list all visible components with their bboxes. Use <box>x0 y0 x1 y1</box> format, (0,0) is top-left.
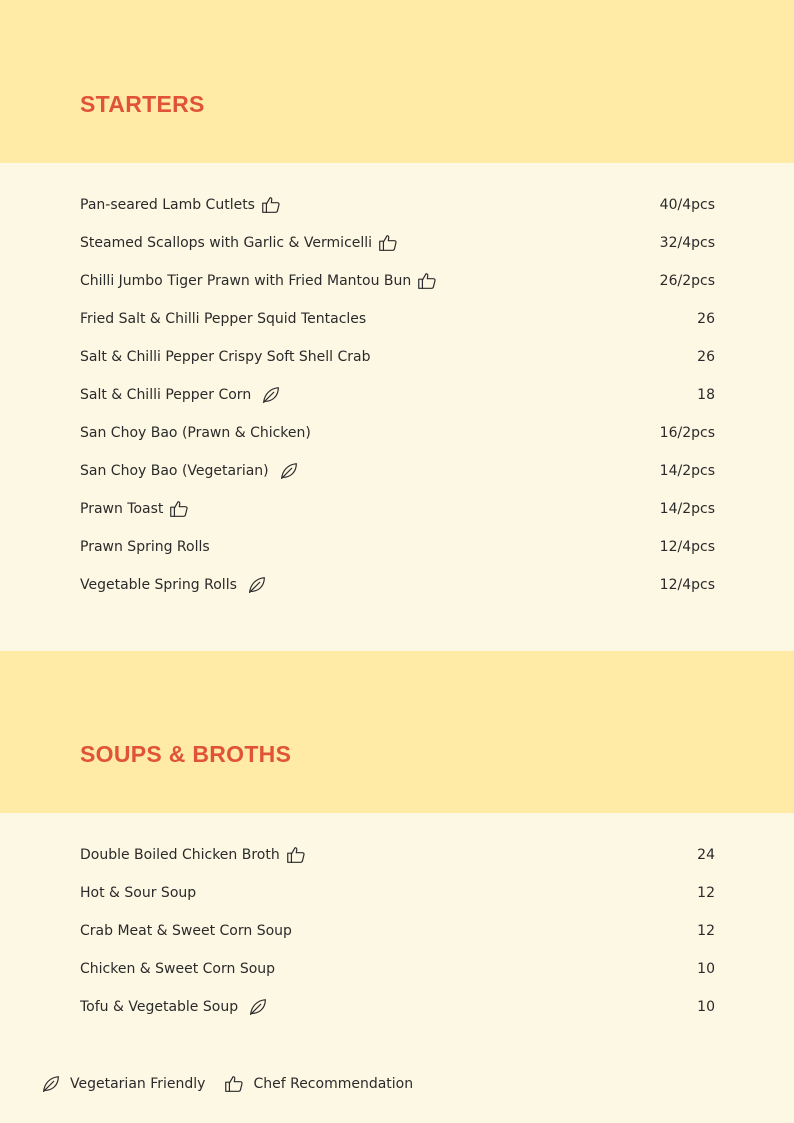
menu-item-name-group <box>80 885 196 901</box>
menu-item <box>80 300 715 338</box>
menu-item <box>80 414 715 452</box>
menu-item-name-group <box>80 923 292 939</box>
menu-item <box>80 186 715 224</box>
menu-item-name-group <box>80 961 275 977</box>
thumbs-up-icon <box>285 844 307 866</box>
menu-item-name-group <box>80 270 438 292</box>
soups-title: SOUPS & BROTHS <box>80 741 292 767</box>
leaf-icon <box>278 460 300 482</box>
menu-item-name: Pan-seared Lamb Cutlets <box>80 197 255 213</box>
leaf-icon <box>260 384 282 406</box>
menu-item-name-group <box>80 311 366 327</box>
menu-item-name-group <box>80 460 300 482</box>
menu-item-name: Salt & Chilli Pepper Crispy Soft Shell Crab <box>80 349 371 365</box>
menu-item-name: Hot & Sour Soup <box>80 885 197 901</box>
legend-vegetarian <box>40 1073 205 1095</box>
menu-item <box>80 874 715 912</box>
menu-item <box>80 452 715 490</box>
menu-item-name: San Choy Bao (Prawn & Chicken) <box>80 425 311 441</box>
menu-item-price: 24 <box>697 847 715 863</box>
menu-item <box>80 224 715 262</box>
menu-item-name: Crab Meat & Sweet Corn Soup <box>80 923 292 939</box>
menu-item-price: 18 <box>697 387 715 403</box>
starters-list <box>80 186 715 604</box>
menu-item-price: 12 <box>697 923 715 939</box>
leaf-icon <box>247 996 269 1018</box>
menu-item-name: Vegetable Spring Rolls <box>80 577 237 593</box>
menu-item-price: 14/2pcs <box>659 463 715 479</box>
menu-item-name-group <box>80 349 370 365</box>
thumbs-up-icon <box>377 232 399 254</box>
menu-item-price: 10 <box>697 961 715 977</box>
menu-item-price: 10 <box>697 999 715 1015</box>
menu-item-name: Prawn Toast <box>80 501 164 517</box>
thumbs-up-icon <box>260 194 282 216</box>
menu-item <box>80 988 715 1026</box>
legend-vegetarian-label: Vegetarian Friendly <box>70 1076 206 1092</box>
menu-item-name: Salt & Chilli Pepper Corn <box>80 387 252 403</box>
menu-item-name: San Choy Bao (Vegetarian) <box>80 463 269 479</box>
menu-item-name-group <box>80 425 311 441</box>
menu-item <box>80 566 715 604</box>
menu-item-name-group <box>80 232 399 254</box>
menu-item-name: Fried Salt & Chilli Pepper Squid Tentacles <box>80 311 367 327</box>
menu-item <box>80 950 715 988</box>
thumbs-up-icon <box>223 1073 245 1095</box>
menu-item <box>80 376 715 414</box>
legend-chef-label: Chef Recommendation <box>253 1076 414 1092</box>
menu-item-name: Prawn Spring Rolls <box>80 539 210 555</box>
menu-item-name-group <box>80 996 269 1018</box>
menu-item-price: 26 <box>697 349 715 365</box>
menu-item-price: 12/4pcs <box>659 577 715 593</box>
menu-item <box>80 490 715 528</box>
menu-item-price: 12/4pcs <box>659 539 715 555</box>
menu-item-price: 40/4pcs <box>659 197 715 213</box>
leaf-icon <box>246 574 268 596</box>
menu-item-name: Tofu & Vegetable Soup <box>80 999 239 1015</box>
menu-item-name-group <box>80 539 210 555</box>
menu-item-name-group <box>80 574 268 596</box>
starters-title: STARTERS <box>80 91 205 117</box>
menu-item-name-group <box>80 194 282 216</box>
menu-item-name: Double Boiled Chicken Broth <box>80 847 280 863</box>
menu-item <box>80 338 715 376</box>
thumbs-up-icon <box>168 498 190 520</box>
menu-item-name-group <box>80 384 282 406</box>
menu-item-price: 14/2pcs <box>659 501 715 517</box>
soups-list <box>80 836 715 1026</box>
legend <box>40 1073 413 1095</box>
menu-item-price: 26 <box>697 311 715 327</box>
menu-item-price: 16/2pcs <box>659 425 715 441</box>
legend-chef <box>223 1073 413 1095</box>
menu-item-price: 26/2pcs <box>659 273 715 289</box>
leaf-icon <box>40 1073 62 1095</box>
thumbs-up-icon <box>416 270 438 292</box>
menu-item-name-group <box>80 844 307 866</box>
menu-item <box>80 912 715 950</box>
menu-item-name: Chicken & Sweet Corn Soup <box>80 961 276 977</box>
menu-item-name: Steamed Scallops with Garlic & Vermicelli <box>80 235 373 251</box>
menu-item-price: 32/4pcs <box>659 235 715 251</box>
menu-item-name-group <box>80 498 190 520</box>
starters-header-band <box>0 0 794 163</box>
soups-header-band <box>0 651 794 813</box>
menu-item <box>80 528 715 566</box>
menu-item <box>80 262 715 300</box>
menu-item-price: 12 <box>697 885 715 901</box>
menu-item <box>80 836 715 874</box>
menu-item-name: Chilli Jumbo Tiger Prawn with Fried Mantou Bun <box>80 273 412 289</box>
